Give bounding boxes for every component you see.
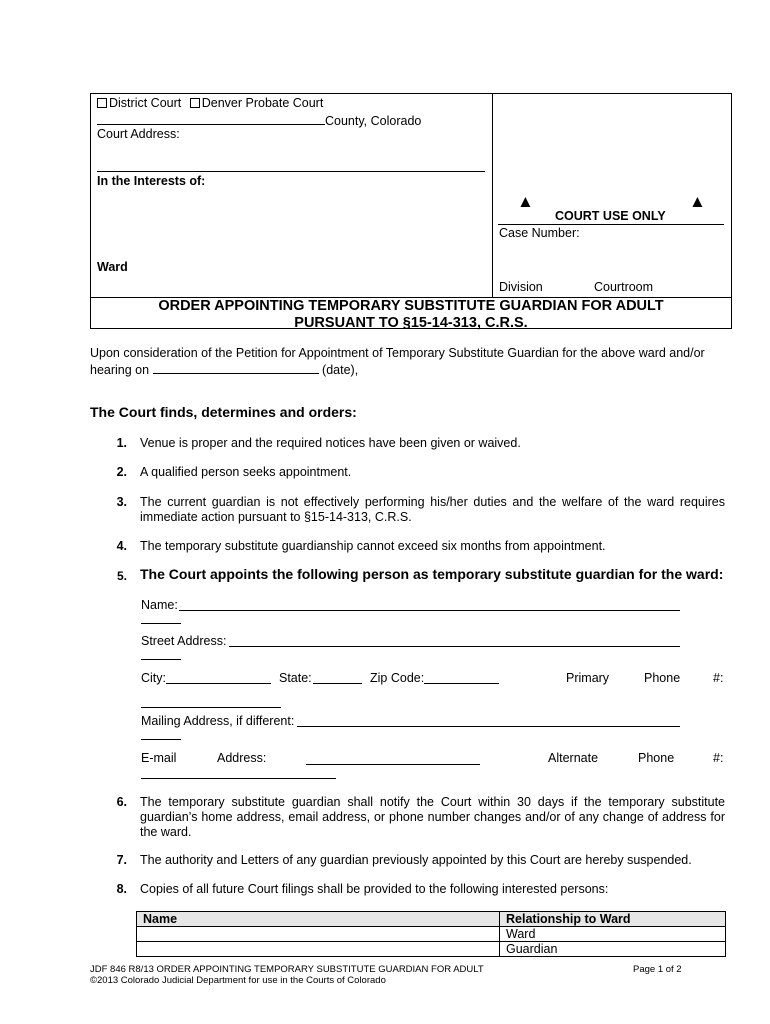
state-label: State: — [279, 671, 312, 685]
phone-label: Phone — [644, 671, 681, 685]
alt-phone-label: Phone — [638, 751, 675, 765]
item-1-number: 1. — [116, 436, 127, 450]
item-6-number: 6. — [116, 795, 127, 809]
item-8-number: 8. — [116, 882, 127, 896]
item-7-number: 7. — [116, 853, 127, 867]
mailing-address-label: Mailing Address, if different: — [141, 714, 295, 728]
footer-copyright: ©2013 Colorado Judicial Department for use in the Courts of Colorado — [90, 975, 386, 986]
city-label: City: — [141, 671, 166, 685]
zip-field[interactable] — [424, 683, 499, 684]
form-title-line1: ORDER APPOINTING TEMPORARY SUBSTITUTE GUARDIAN FOR ADULT — [158, 298, 664, 314]
date-label: (date), — [322, 363, 359, 377]
hearing-date-blank[interactable] — [153, 361, 319, 374]
ward-label: Ward — [97, 260, 128, 274]
primary-label: Primary — [566, 671, 610, 685]
table-row — [137, 927, 726, 942]
name-field[interactable] — [179, 610, 680, 611]
table-header-row — [137, 912, 726, 927]
denver-probate-label: Denver Probate Court — [201, 96, 324, 110]
table-cell-relationship: Guardian — [500, 942, 726, 957]
court-selection — [97, 96, 323, 110]
arrow-right-icon: ▲ — [689, 192, 706, 211]
footer-page-number: Page 1 of 2 — [633, 964, 682, 975]
court-address-label: Court Address: — [97, 127, 180, 141]
interested-persons-table — [136, 911, 726, 957]
county-blank[interactable] — [97, 112, 325, 125]
mailing-address-field[interactable] — [297, 726, 680, 727]
table-header-relationship: Relationship to Ward — [500, 912, 726, 927]
caption-divider — [492, 94, 493, 297]
case-number-label: Case Number: — [499, 226, 580, 240]
intro-line2 — [90, 361, 358, 377]
denver-probate-checkbox[interactable] — [190, 98, 200, 108]
item-2-text: A qualified person seeks appointment. — [140, 465, 352, 479]
caption-box — [90, 93, 732, 329]
arrow-left-icon: ▲ — [517, 192, 534, 211]
alternate-label: Alternate — [548, 751, 599, 765]
intro-line1: Upon consideration of the Petition for Appointment of Temporary Substitute Guardian for the above ward and/or — [90, 346, 705, 360]
item-7-text: The authority and Letters of any guardian previously appointed by this Court are hereby suspended. — [140, 853, 692, 867]
alternate-phone-field[interactable] — [141, 778, 336, 779]
table-header-name: Name — [137, 912, 500, 927]
email-field[interactable] — [306, 764, 480, 765]
state-field[interactable] — [313, 683, 362, 684]
hearing-on-label: hearing on — [90, 363, 150, 377]
findings-heading: The Court finds, determines and orders: — [90, 404, 357, 420]
district-court-checkbox[interactable] — [97, 98, 107, 108]
courtroom-label: Courtroom — [594, 280, 654, 294]
item-5-number: 5. — [116, 569, 127, 583]
street-address-label: Street Address: — [141, 634, 227, 648]
interests-label: In the Interests of: — [97, 174, 206, 188]
county-label: County, Colorado — [325, 114, 422, 128]
table-cell-relationship: Ward — [500, 927, 726, 942]
item-8-text: Copies of all future Court filings shall be provided to the following interested persons: — [140, 882, 609, 896]
court-use-only: COURT USE ONLY — [555, 209, 666, 223]
item-3-number: 3. — [116, 495, 127, 509]
district-court-label: District Court — [109, 96, 182, 110]
item-6-text: The temporary substitute guardian shall notify the Court within 30 days if the temporary substitute guardian’s home address, email address, or phone number changes and/or of any change of address for the ward. — [140, 795, 725, 839]
name-field-overflow[interactable] — [141, 623, 181, 624]
item-4-text: The temporary substitute guardianship cannot exceed six months from appointment. — [140, 539, 606, 553]
item-4-number: 4. — [116, 539, 127, 553]
footer-form-id: JDF 846 R8/13 ORDER APPOINTING TEMPORARY SUBSTITUTE GUARDIAN FOR ADULT — [90, 964, 484, 975]
court-address-blank[interactable] — [97, 171, 485, 172]
item-1-text: Venue is proper and the required notices have been given or waived. — [140, 436, 521, 450]
division-label: Division — [499, 280, 543, 294]
street-address-overflow[interactable] — [141, 659, 181, 660]
city-field[interactable] — [166, 683, 271, 684]
item-3-text: The current guardian is not effectively performing his/her duties and the welfare of the ward requires immediate action pursuant to §15-14-313, C.R.S. — [140, 495, 725, 524]
name-field-label: Name: — [141, 598, 178, 612]
court-use-rule — [498, 224, 724, 225]
form-title-line2: PURSUANT TO §15-14-313, C.R.S. — [294, 315, 528, 331]
table-cell-name[interactable] — [137, 942, 500, 957]
alt-phone-hash-label: #: — [713, 751, 724, 765]
item-2-number: 2. — [116, 465, 127, 479]
item-5-text: The Court appoints the following person as temporary substitute guardian for the ward: — [140, 566, 724, 582]
street-address-field[interactable] — [229, 646, 680, 647]
email-address-label: Address: — [217, 751, 267, 765]
table-cell-name[interactable] — [137, 927, 500, 942]
mailing-address-overflow[interactable] — [141, 739, 181, 740]
phone-hash-label: #: — [713, 671, 724, 685]
county-line — [97, 112, 421, 128]
primary-phone-field[interactable] — [141, 707, 281, 708]
email-label: E-mail — [141, 751, 177, 765]
zip-label: Zip Code: — [370, 671, 425, 685]
table-row — [137, 942, 726, 957]
